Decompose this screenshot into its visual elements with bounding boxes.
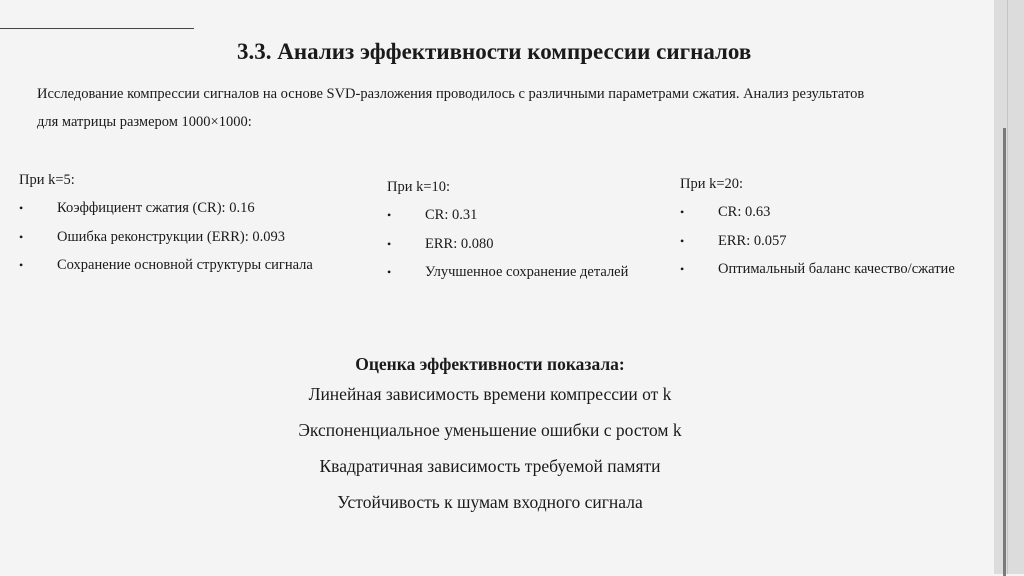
results-column-k10 [387,177,628,291]
list-item-text: Ошибка реконструкции (ERR): 0.093 [57,228,286,245]
list-item [680,202,955,231]
bullet-icon: • [387,236,392,251]
bullet-icon: • [387,265,392,279]
bullet-icon: • [680,233,685,248]
list-item [19,227,313,256]
column-heading: При k=20: [680,176,744,192]
top-divider [0,28,194,29]
column-heading: При k=5: [19,172,75,188]
list-item [387,262,628,291]
bullet-icon: • [680,205,685,219]
summary-line: Квадратичная зависимость требуемой памяти [319,456,661,476]
right-edge-panel [994,0,1024,574]
list-item [19,255,313,284]
list-item-text: Оптимальный баланс качество/сжатие [718,261,955,277]
summary-line: Линейная зависимость времени компрессии от k [308,384,672,404]
bullet-list [680,202,955,288]
list-item-text: ERR: 0.080 [425,235,494,252]
list-item-text: CR: 0.31 [425,207,478,223]
list-item [19,198,313,227]
intro-paragraph [37,80,967,136]
results-column-k5 [19,170,313,284]
bullet-list [19,198,313,284]
list-item [680,259,955,288]
summary-heading: Оценка эффективности показала: [355,354,625,374]
results-column-k20 [680,174,955,288]
bullet-icon: • [19,229,24,244]
column-heading: При k=10: [387,179,451,195]
bullet-icon: • [680,262,685,276]
summary-line: Устойчивость к шумам входного сигнала [337,492,643,512]
intro-line-2: для матрицы размером 1000×1000: [37,114,252,130]
scroll-indicator[interactable] [1003,128,1006,576]
list-item [387,205,628,234]
list-item-text: Сохранение основной структуры сигнала [57,257,313,273]
slide-title: 3.3. Анализ эффективности компрессии сигналов [237,39,752,64]
list-item-text: Коэффициент сжатия (CR): 0.16 [57,200,255,216]
bullet-icon: • [19,201,24,215]
bullet-list [387,205,628,291]
list-item-text: ERR: 0.057 [718,232,787,249]
bullet-icon: • [19,258,24,272]
right-edge-divider [1007,0,1008,574]
summary-block [190,352,790,526]
summary-line: Экспоненциальное уменьшение ошибки с ростом k [298,420,682,440]
list-item-text: CR: 0.63 [718,204,771,220]
list-item-text: Улучшенное сохранение деталей [425,264,629,280]
intro-line-1: Исследование компрессии сигналов на основе SVD-разложения проводилось с различными параметрами сжатия. Анализ результатов [37,86,865,102]
list-item [387,234,628,263]
list-item [680,231,955,260]
bullet-icon: • [387,208,392,222]
